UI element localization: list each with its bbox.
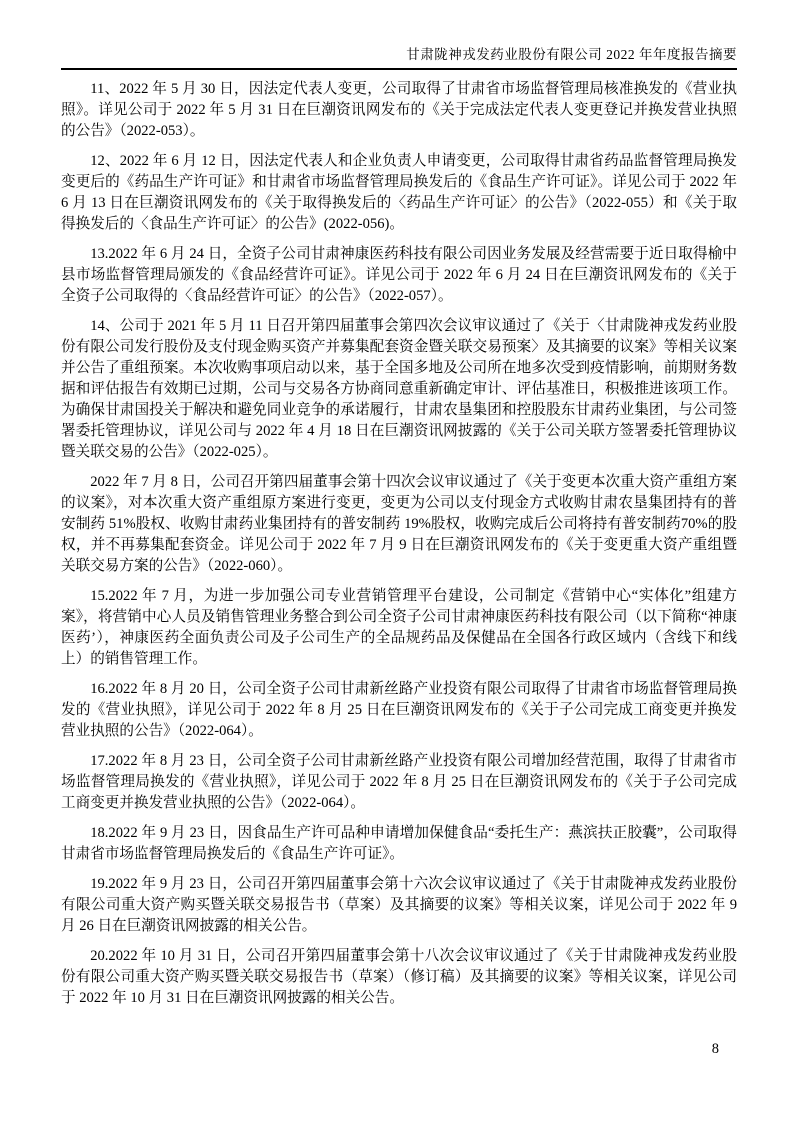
report-paragraph: 20.2022 年 10 月 31 日，公司召开第四届董事会第十八次会议审议通过了《关于甘肃陇神戎发药业股份有限公司重大资产购买暨关联交易报告书（草案）（修订稿）及其摘要的议案》等相关议案，详见公司于 2022 年 10 月 31 日在巨潮资讯网披露的相关公告。 xyxy=(61,948,737,1006)
header-title: 甘肃陇神戎发药业股份有限公司 2022 年年度报告摘要 xyxy=(406,47,737,62)
report-paragraph: 12、2022 年 6 月 12 日，因法定代表人和企业负责人申请变更，公司取得甘肃省药品监督管理局换发变更后的《药品生产许可证》和甘肃省市场监督管理局换发后的《食品生产许可证》。详见公司于 2022 年 6 月 13 日在巨潮资讯网发布的《关于取得换发后的〈药品生产许可证〉的公告》（2022-055）和《关于取得换发后的〈食品生产许可证〉的公告》(2022-056)。 xyxy=(61,153,737,232)
report-paragraph: 13.2022 年 6 月 24 日，全资子公司甘肃神康医药科技有限公司因业务发展及经营需要于近日取得榆中县市场监督管理局颁发的《食品经营许可证》。详见公司于 2022 年 6 月 24 日在巨潮资讯网发布的《关于全资子公司取得的〈食品经营许可证〉的公告》（2022-057）。 xyxy=(61,246,737,304)
report-paragraph: 15.2022 年 7 月，为进一步加强公司专业营销管理平台建设，公司制定《营销中心“实体化”组建方案》，将营销中心人员及销售管理业务整合到公司全资子公司甘肃神康医药科技有限公司（以下简称“神康医药’），神康医药全面负责公司及子公司生产的全品规药品及保健品在全国各行政区域内（含线下和线上）的销售管理工作。 xyxy=(61,588,737,667)
report-paragraph: 11、2022 年 5 月 30 日，因法定代表人变更，公司取得了甘肃省市场监督管理局核准换发的《营业执照》。详见公司于 2022 年 5 月 31 日在巨潮资讯网发布的《关于完成法定代表人变更登记并换发营业执照的公告》（2022-053）。 xyxy=(61,81,737,139)
report-paragraph: 17.2022 年 8 月 23 日，公司全资子公司甘肃新丝路产业投资有限公司增加经营范围，取得了甘肃省市场监督管理局换发的《营业执照》，详见公司于 2022 年 8 月 25 日在巨潮资讯网发布的《关于子公司完成工商变更并换发营业执照的公告》（2022-064）。 xyxy=(61,753,737,811)
report-paragraph: 16.2022 年 8 月 20 日，公司全资子公司甘肃新丝路产业投资有限公司取得了甘肃省市场监督管理局换发的《营业执照》，详见公司于 2022 年 8 月 25 日在巨潮资讯网发布的《关于子公司完成工商变更并换发营业执照的公告》（2022-064）。 xyxy=(61,681,737,739)
report-paragraph: 2022 年 7 月 8 日，公司召开第四届董事会第十四次会议审议通过了《关于变更本次重大资产重组方案的议案》，对本次重大资产重组原方案进行变更，变更为公司以支付现金方式收购甘肃农垦集团持有的普安制药 51%股权、收购甘肃药业集团持有的普安制药 19%股权，收购完成后公司将持有普安制药70%的股权，并不再募集配套资金。详见公司于 2022 年 7 月 9 日在巨潮资讯网发布的《关于变更重大资产重组暨关联交易方案的公告》（2022-060）。 xyxy=(61,474,737,574)
page-number: 8 xyxy=(711,1041,719,1057)
page-content xyxy=(61,46,737,1018)
report-header xyxy=(61,46,737,70)
report-paragraph: 19.2022 年 9 月 23 日，公司召开第四届董事会第十六次会议审议通过了《关于甘肃陇神戎发药业股份有限公司重大资产购买暨关联交易报告书（草案）及其摘要的议案》等相关议案，详见公司于 2022 年 9 月 26 日在巨潮资讯网披露的相关公告。 xyxy=(61,876,737,934)
report-body xyxy=(61,79,737,1009)
report-paragraph: 14、公司于 2021 年 5 月 11 日召开第四届董事会第四次会议审议通过了《关于〈甘肃陇神戎发药业股份有限公司发行股份及支付现金购买资产并募集配套资金暨关联交易预案〉及其摘要的议案》等相关议案并公告了重组预案。本次收购事项启动以来，基于全国多地及公司所在地多次受到疫情影响，前期财务数据和评估报告有效期已过期，公司与交易各方协商同意重新确定审计、评估基准日，积极推进该项工作。为确保甘肃国投关于解决和避免同业竞争的承诺履行，甘肃农垦集团和控股股东甘肃药业集团，与公司签署委托管理协议，详见公司与 2022 年 4 月 18 日在巨潮资讯网披露的《关于公司关联方签署委托管理协议暨关联交易的公告》（2022-025）。 xyxy=(61,318,737,460)
report-paragraph: 18.2022 年 9 月 23 日，因食品生产许可品种申请增加保健食品“委托生产：燕滨扶正胶囊”，公司取得甘肃省市场监督管理局换发后的《食品生产许可证》。 xyxy=(61,825,737,862)
